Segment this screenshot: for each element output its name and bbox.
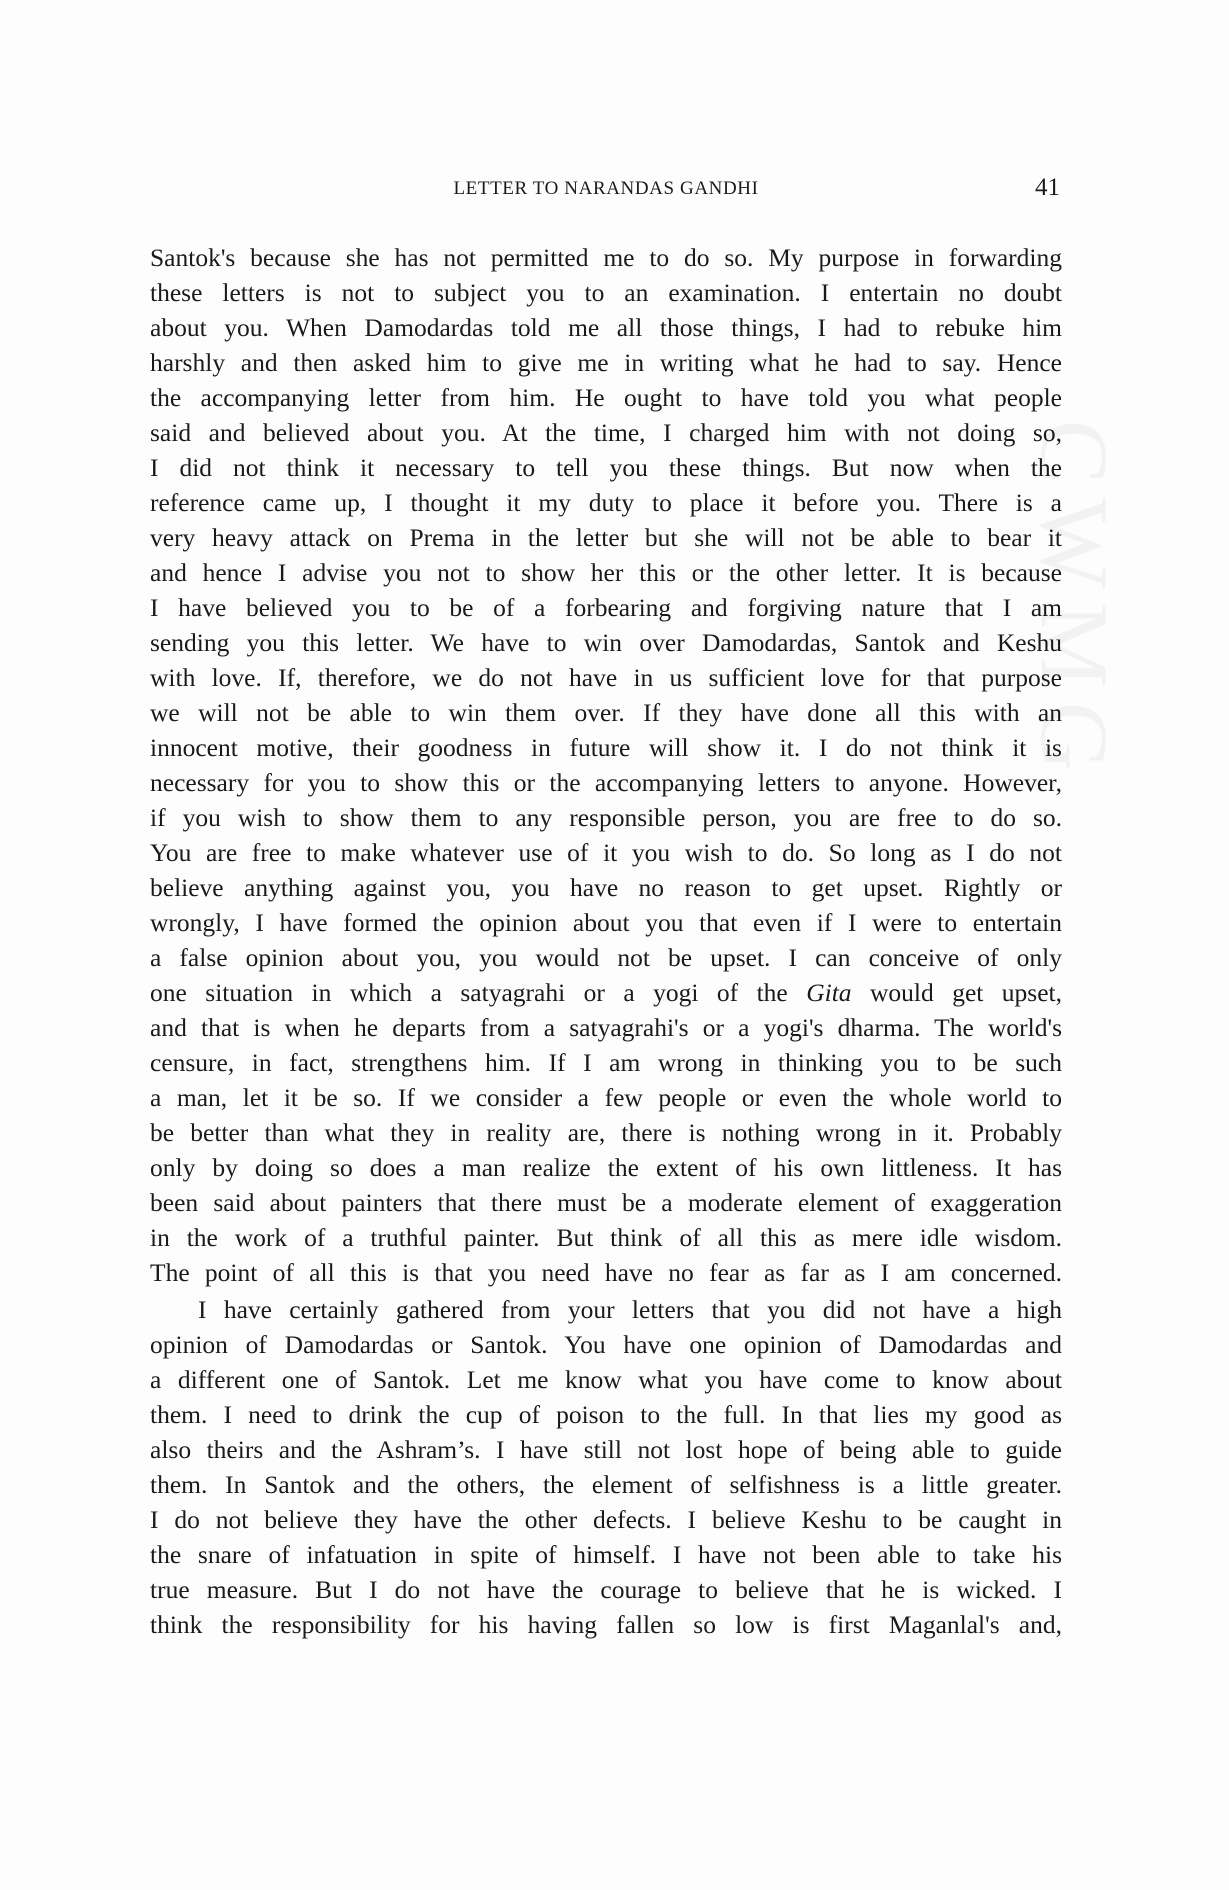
text-line: I have believed you to be of a forbearing and forgiving nature that I am	[150, 593, 1062, 622]
text-line: The point of all this is that you need have no fear as far as I am concerned.	[150, 1258, 1062, 1287]
text-line: I do not believe they have the other defects. I believe Keshu to be caught in	[150, 1505, 1062, 1534]
text-line: a man, let it be so. If we consider a few people or even the whole world to	[150, 1083, 1062, 1112]
text-line: we will not be able to win them over. If they have done all this with an	[150, 698, 1062, 727]
body-text	[150, 240, 1062, 1642]
text-line: a false opinion about you, you would not be upset. I can conceive of only	[150, 943, 1062, 972]
text-line: believe anything against you, you have no reason to get upset. Rightly or	[150, 873, 1062, 902]
text-line: the accompanying letter from him. He ought to have told you what people	[150, 383, 1062, 412]
paragraph	[150, 1292, 1062, 1642]
text-line: with love. If, therefore, we do not have in us sufficient love for that purpose	[150, 663, 1062, 692]
text-line: Santok's because she has not permitted me to do so. My purpose in forwarding	[150, 243, 1062, 272]
text-line: said and believed about you. At the time, I charged him with not doing so,	[150, 418, 1062, 447]
text-line: censure, in fact, strengthens him. If I am wrong in thinking you to be such	[150, 1048, 1062, 1077]
text-line: and that is when he departs from a satyagrahi's or a yogi's dharma. The world's	[150, 1013, 1062, 1042]
text-line: been said about painters that there must be a moderate element of exaggeration	[150, 1188, 1062, 1217]
text-line: a different one of Santok. Let me know what you have come to know about	[150, 1365, 1062, 1394]
text-line: in the work of a truthful painter. But think of all this as mere idle wisdom.	[150, 1223, 1062, 1252]
text-line: true measure. But I do not have the courage to believe that he is wicked. I	[150, 1575, 1062, 1604]
running-title: LETTER TO NARANDAS GANDHI	[453, 178, 759, 199]
text-line: them. I need to drink the cup of poison to the full. In that lies my good as	[150, 1400, 1062, 1429]
text-line: I have certainly gathered from your letters that you did not have a high	[198, 1295, 1062, 1324]
text-line: reference came up, I thought it my duty to place it before you. There is a	[150, 488, 1062, 517]
text-line: these letters is not to subject you to an examination. I entertain no doubt	[150, 278, 1062, 307]
text-line: opinion of Damodardas or Santok. You have one opinion of Damodardas and	[150, 1330, 1062, 1359]
text-line: I did not think it necessary to tell you these things. But now when the	[150, 453, 1062, 482]
text-line: also theirs and the Ashram’s. I have still not lost hope of being able to guide	[150, 1435, 1062, 1464]
text-line: harshly and then asked him to give me in writing what he had to say. Hence	[150, 348, 1062, 377]
text-line: think the responsibility for his having fallen so low is first Maganlal's and,	[150, 1610, 1062, 1639]
text-line: be better than what they in reality are, there is nothing wrong in it. Probably	[150, 1118, 1062, 1147]
text-line: You are free to make whatever use of it you wish to do. So long as I do not	[150, 838, 1062, 867]
text-line: them. In Santok and the others, the element of selfishness is a little greater.	[150, 1470, 1062, 1499]
text-line: the snare of infatuation in spite of himself. I have not been able to take his	[150, 1540, 1062, 1569]
page-number: 41	[1035, 174, 1060, 201]
text-line: very heavy attack on Prema in the letter but she will not be able to bear it	[150, 523, 1062, 552]
text-line: and hence I advise you not to show her this or the other letter. It is because	[150, 558, 1062, 587]
text-line: wrongly, I have formed the opinion about you that even if I were to entertain	[150, 908, 1062, 937]
running-header	[150, 174, 1062, 204]
paragraph	[150, 240, 1062, 1290]
text-line: innocent motive, their goodness in future will show it. I do not think it is	[150, 733, 1062, 762]
text-line: if you wish to show them to any responsible person, you are free to do so.	[150, 803, 1062, 832]
text-line: sending you this letter. We have to win over Damodardas, Santok and Keshu	[150, 628, 1062, 657]
text-line: necessary for you to show this or the accompanying letters to anyone. However,	[150, 768, 1062, 797]
text-line: about you. When Damodardas told me all those things, I had to rebuke him	[150, 313, 1062, 342]
text-line: only by doing so does a man realize the extent of his own littleness. It has	[150, 1153, 1062, 1182]
watermark: CWMG	[1021, 420, 1128, 786]
text-line: one situation in which a satyagrahi or a yogi of the Gita would get upset,	[150, 978, 1062, 1007]
